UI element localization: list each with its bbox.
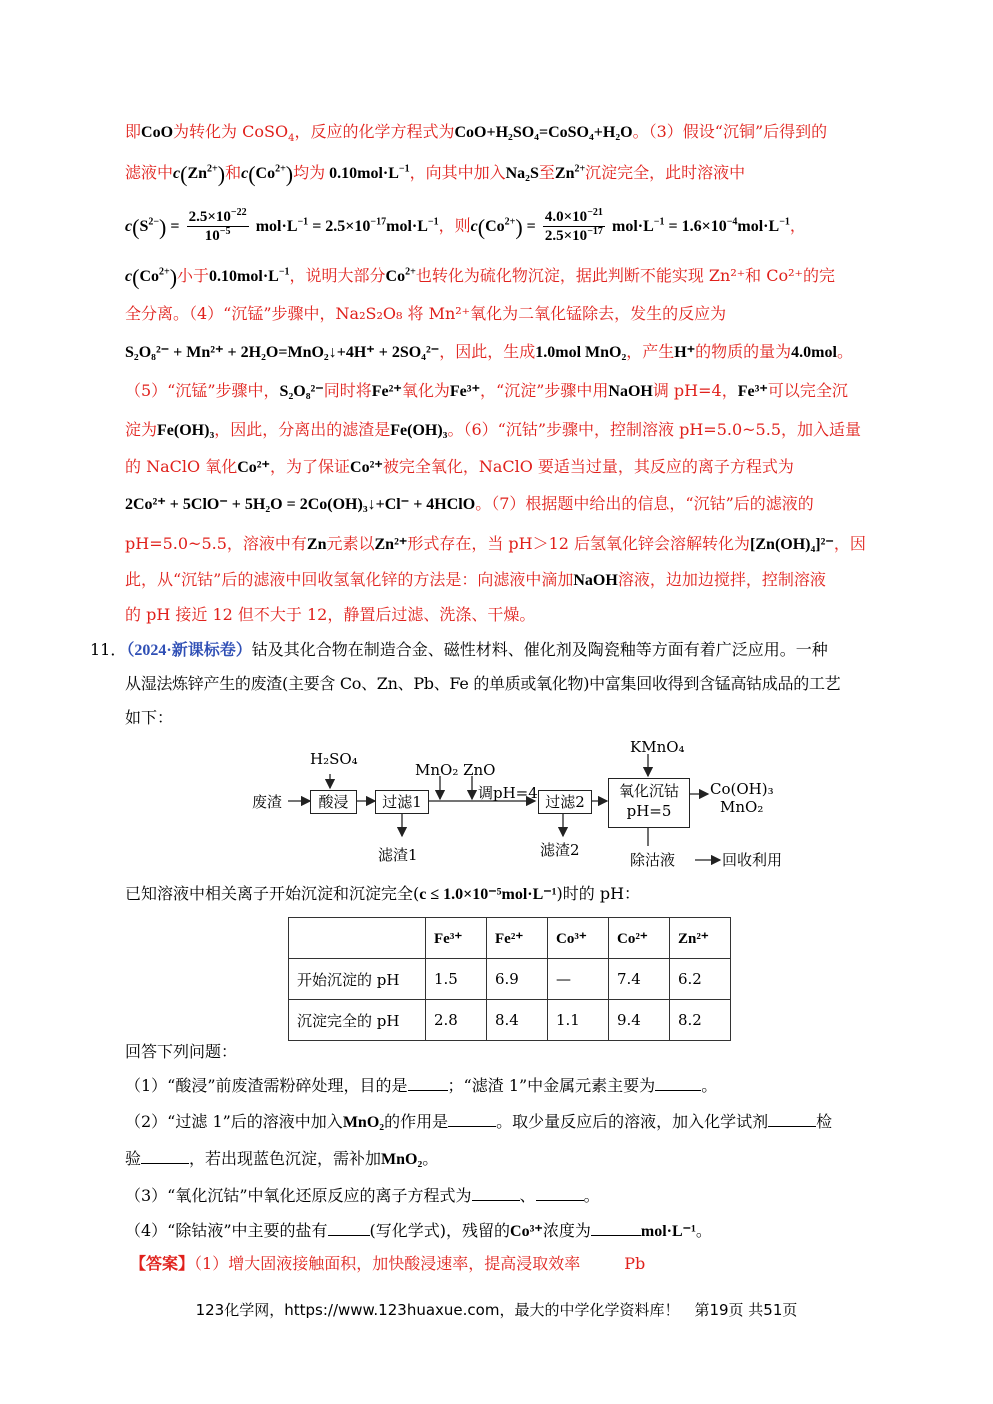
table-header-cell: Fe³⁺ [426,918,487,959]
question-4: （4）“除钴液”中主要的盐有 (写化学式)，残留的Co³⁺浓度为 mol·L⁻¹。 [125,1221,712,1240]
flow-filter1-box: 过滤1 [375,790,429,814]
question-2-line-1: （2）“过滤 1”后的溶液中加入MnO₂的作用是 。取少量反应后的溶液，加入化学试剂 检 [125,1112,833,1131]
flow-acid-leach-box: 酸浸 [310,790,357,814]
explanation-line-2: 滤液中$c(Zn^{2+})$和$c(Co^{2+})$均为 $0.10mol\cdot L^{-1}$，向其中加入Na₂S至$Zn^{2+}$沉淀完全，此时溶液中 [125,161,746,187]
table-cell: 8.4 [487,1000,548,1041]
table-row [289,1000,731,1041]
question-2-line-2: 验 ，若出现蓝色沉淀，需补加MnO₂。 [125,1149,439,1168]
table-cell: 6.9 [487,959,548,1000]
table-cell: 6.2 [670,959,731,1000]
table-header-cell: Fe²⁺ [487,918,548,959]
flow-product-cooh3: Co(OH)₃ [710,780,774,798]
explanation-line-4: $c(Co^{2+})$小于$0.10mol\cdot L^{-1}$，说明大部分$Co^{2+}$也转化为硫化物沉淀，据此判断不能实现 Zn²⁺和 Co²⁺的完 [125,264,836,290]
table-row [289,959,731,1000]
table-cell: — [548,959,609,1000]
explanation-line-6: S₂O₈²⁻ + Mn²⁺ + 2H₂O=MnO₂↓+4H⁺ + 2SO₄²⁻，因此，生成1.0mol MnO₂，产生H⁺的物质的量为4.0mol。 [125,342,853,361]
flow-adjust-ph-label: 调pH=4 [478,784,538,802]
question-3: （3）“氧化沉钴”中氧化还原反应的离子方程式为 、 。 [125,1186,600,1205]
explanation-line-5: 全分离。（4）“沉锰”步骤中，Na₂S₂O₈ 将 Mn²⁺氧化为二氧化锰除去，发生的反应为 [125,304,727,323]
explanation-line-3: $c(S^{2-})$ = $\frac{2.5\times 10^{-22}}{10^{-5}}$ $mol\cdot L^{-1} = 2.5\times 10^{-17}mol\cdot L^{-1}$，则$c(Co^{2+})$ = $\frac{4.0\times 10^{-21}}{2.5\times 10^{-17}}$ $mol\cdot L^{-1} = 1.6\times 10^{-4}mol\cdot L^{-1}$， [125,207,806,244]
explanation-line-12: 此，从“沉钴”后的滤液中回收氢氧化锌的方法是：向滤液中滴加NaOH溶液，边加边搅拌，控制溶液 [125,570,826,589]
table-header-cell: Co²⁺ [609,918,670,959]
flow-residue1-label: 滤渣1 [378,846,418,864]
table-cell: 2.8 [426,1000,487,1041]
flow-remove-co-label: 除沽液 [630,851,676,869]
process-flowchart [250,736,790,869]
table-header-cell: Zn²⁺ [670,918,731,959]
table-header-cell: Co³⁺ [548,918,609,959]
explanation-line-9: 的 NaClO 氧化Co²⁺，为了保证Co²⁺被完全氧化，NaClO 要适当过量，其反应的离子方程式为 [125,457,794,476]
flow-waste-label: 废渣 [252,793,283,811]
flow-kmno4-label: KMnO₄ [630,738,685,756]
flow-filter2-box: 过滤2 [538,790,592,814]
flow-mno2-zno-label: MnO₂ ZnO [415,761,496,779]
table-cell: 开始沉淀的 pH [289,959,426,1000]
table-cell: 9.4 [609,1000,670,1041]
explanation-line-7: （5）“沉锰”步骤中，S₂O₈²⁻同时将Fe²⁺氧化为Fe³⁺，“沉淀”步骤中用NaOH调 pH=4，Fe³⁺可以完全沉 [125,381,848,400]
ion-ph-table [288,917,731,1041]
flow-residue2-label: 滤渣2 [540,841,580,859]
explanation-line-10: 2Co²⁺ + 5ClO⁻ + 5H₂O = 2Co(OH)₃↓+Cl⁻ + 4HClO。（7）根据题中给出的信息，“沉钴”后的滤液的 [125,494,814,513]
explanation-line-13: 的 pH 接近 12 但不大于 12，静置后过滤、洗涤、干燥。 [125,605,536,624]
explanation-line-1: 即CoO为转化为 CoSO$_4$，反应的化学方程式为CoO+H₂SO₄=CoSO₄+H₂O。（3）假设“沉铜”后得到的 [125,122,828,145]
flow-h2so4-label: H₂SO₄ [310,750,358,768]
table-cell: 沉淀完全的 pH [289,1000,426,1041]
explanation-line-8: 淀为Fe(OH)₃，因此，分离出的滤渣是Fe(OH)₃。（6）“沉钴”步骤中，控制溶液 pH=5.0~5.5，加入适量 [125,420,861,439]
explanation-line-11: pH=5.0~5.5，溶液中有Zn元素以Zn²⁺形式存在，当 pH＞12 后氢氧化锌会溶解转化为[Zn(OH)₄]²⁻，因 [125,534,866,553]
question-1: （1）“酸浸”前废渣需粉碎处理，目的是 ；“滤渣 1”中金属元素主要为 。 [125,1076,718,1095]
question-stem-line-1: 11．（2024·新课标卷）钴及其化合物在制造合金、磁性材料、催化剂及陶瓷釉等方面有着广泛应用。一种 [90,640,828,659]
questions-intro: 回答下列问题： [125,1042,238,1061]
flow-product-mno2: MnO₂ [720,798,764,816]
known-conditions: 已知溶液中相关离子开始沉淀和沉淀完全(c ≤ 1.0×10⁻⁵mol·L⁻¹)时的 pH： [125,884,641,903]
table-cell: 1.5 [426,959,487,1000]
table-cell: 7.4 [609,959,670,1000]
table-cell: 1.1 [548,1000,609,1041]
flow-oxidation-box: 氧化沉钴 pH=5 [608,778,690,828]
question-stem-line-3: 如下： [125,708,174,727]
answer-line: 【答案】（1）增大固液接触面积，加快酸浸速率，提高浸取效率 Pb [130,1254,646,1273]
page-footer: 123化学网，https://www.123huaxue.com，最大的中学化学资料库！ 第19页 共51页 [195,1301,798,1319]
question-stem-line-2: 从湿法炼锌产生的废渣(主要含 Co、Zn、Pb、Fe 的单质或氧化物)中富集回收得到含锰高钴成品的工艺 [125,674,841,693]
table-cell: 8.2 [670,1000,731,1041]
table-header-row [289,918,731,959]
table-header-cell [289,918,426,959]
flow-recycle-label: 回收利用 [722,851,783,869]
